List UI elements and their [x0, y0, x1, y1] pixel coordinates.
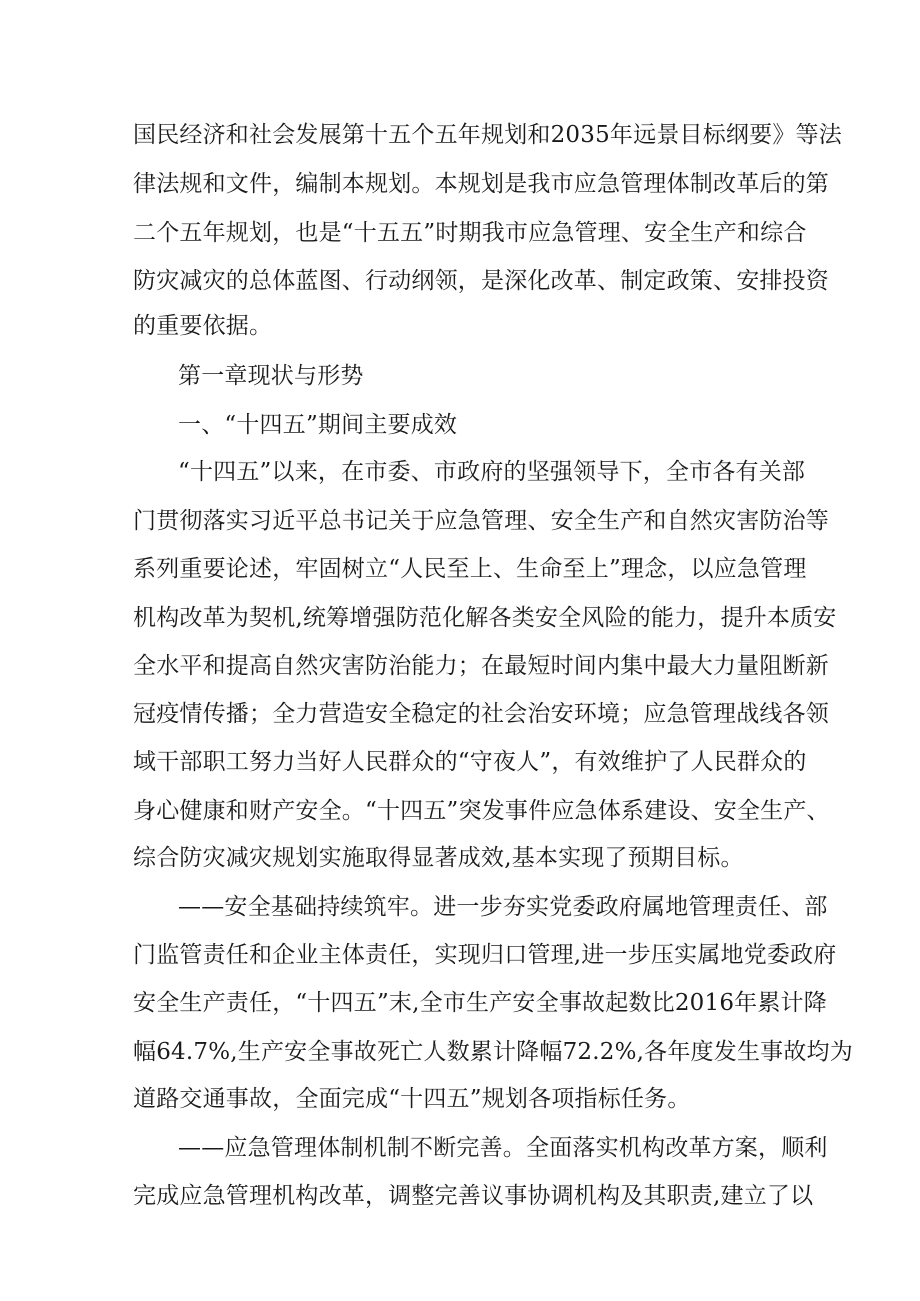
chapter-heading: 第一章现状与形势: [178, 363, 364, 389]
paragraph-line: 系列重要论述，牢固树立“人民至上、生命至上”理念，以应急管理: [133, 556, 807, 582]
paragraph-line: 机构改革为契机,统筹增强防范化解各类安全风险的能力，提升本质安: [133, 605, 837, 631]
paragraph-line: 安全生产责任，“十四五”末,全市生产安全事故起数比2016年累计降: [133, 990, 827, 1016]
paragraph-line: 全水平和提高自然灾害防治能力；在最短时间内集中最大力量阻断新: [133, 653, 829, 679]
paragraph-line: 身心健康和财产安全。“十四五”突发事件应急体系建设、安全生产、: [133, 798, 830, 824]
section-heading: 一、“十四五”期间主要成效: [178, 412, 458, 438]
paragraph-line: 防灾减灾的总体蓝图、行动纲领，是深化改革、制定政策、安排投资: [133, 268, 829, 294]
paragraph-line: 门监管责任和企业主体责任，实现归口管理,进一步压实属地党委政府: [133, 942, 837, 968]
paragraph-line: 律法规和文件，编制本规划。本规划是我市应急管理体制改革后的第: [133, 171, 829, 197]
paragraph-line: 幅64.7%,生产安全事故死亡人数累计降幅72.2%,各年度发生事故均为: [133, 1039, 853, 1065]
paragraph-line: 完成应急管理机构改革，调整完善议事协调机构及其职责,建立了以: [133, 1183, 814, 1209]
paragraph-line: 门贯彻落实习近平总书记关于应急管理、安全生产和自然灾害防治等: [133, 508, 829, 534]
paragraph-line: 冠疫情传播；全力营造安全稳定的社会治安环境；应急管理战线各领: [133, 701, 829, 727]
paragraph-line: ——安全基础持续筑牢。进一步夯实党委政府属地管理责任、部: [178, 894, 828, 920]
paragraph-line: 二个五年规划，也是“十五五”时期我市应急管理、安全生产和综合: [133, 220, 807, 246]
paragraph-line: 国民经济和社会发展第十五个五年规划和2035年远景目标纲要》等法: [133, 122, 842, 148]
paragraph-line: 道路交通事故，全面完成“十四五”规划各项指标任务。: [133, 1086, 691, 1112]
paragraph-line: ——应急管理体制机制不断完善。全面落实机构改革方案，顺利: [178, 1135, 828, 1161]
paragraph-line: 综合防灾减灾规划实施取得显著成效,基本实现了预期目标。: [133, 845, 744, 871]
paragraph-line: 的重要依据。: [133, 313, 273, 339]
paragraph-line: “十四五”以来，在市委、市政府的坚强领导下，全市各有关部: [178, 459, 806, 485]
paragraph-line: 域干部职工努力当好人民群众的“守夜人”，有效维护了人民群众的: [133, 749, 807, 775]
